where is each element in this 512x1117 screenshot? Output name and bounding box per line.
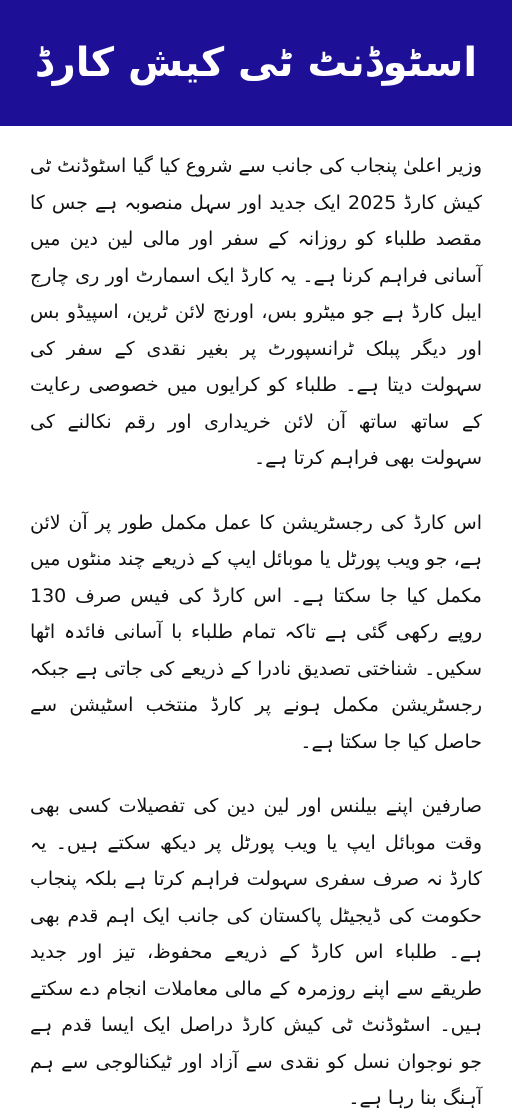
article-body — [0, 126, 512, 1109]
page-title: اسٹوڈنٹ ٹی کیش کارڈ — [34, 40, 478, 86]
header-banner — [0, 0, 512, 126]
paragraph-benefits: صارفین اپنے بیلنس اور لین دین کی تفصیلات کسی بھی وقت موبائل ایپ یا ویب پورٹل پر دیکھ سکتے ہیں۔ یہ کارڈ نہ صرف سفری سہولت فراہم کرتا ہے بلکہ پنجاب حکومت کی ڈیجیٹل پاکستان کی جانب ایک اہم قدم بھی ہے۔ طلباء اس کارڈ کے ذریعے محفوظ، تیز اور جدید طریقے سے اپنے روزمرہ کے مالی معاملات انجام دے سکتے ہیں۔ اسٹوڈنٹ ٹی کیش کارڈ دراصل ایک ایسا قدم ہے جو نوجوان نسل کو نقدی سے آزاد اور ٹیکنالوجی سے ہم آہنگ بنا رہا ہے۔ — [30, 795, 482, 1109]
paragraph-intro: وزیر اعلیٰ پنجاب کی جانب سے شروع کیا گیا اسٹوڈنٹ ٹی کیش کارڈ 2025 ایک جدید اور سہل منصوبہ ہے جس کا مقصد طلباء کو روزانہ کے سفر اور مالی لین دین میں آسانی فراہم کرنا ہے۔ یہ کارڈ ایک اسمارٹ اور ری چارج ایبل کارڈ ہے جو میٹرو بس، اورنج لائن ٹرین، اسپیڈو بس اور دیگر پبلک ٹرانسپورٹ پر بغیر نقدی کے سفر کی سہولت دیتا ہے۔ طلباء کو کرایوں میں خصوصی رعایت کے ساتھ ساتھ آن لائن خریداری اور رقم نکالنے کی سہولت بھی فراہم کرتا ہے۔ — [30, 155, 482, 469]
paragraph-registration: اس کارڈ کی رجسٹریشن کا عمل مکمل طور پر آن لائن ہے، جو ویب پورٹل یا موبائل ایپ کے ذریعے چند منٹوں میں مکمل کیا جا سکتا ہے۔ اس کارڈ کی فیس صرف 130 روپے رکھی گئی ہے تاکہ تمام طلباء با آسانی فائدہ اٹھا سکیں۔ شناختی تصدیق نادرا کے ذریعے کی جاتی ہے جبکہ رجسٹریشن مکمل ہونے پر کارڈ منتخب اسٹیشن سے حاصل کیا جا سکتا ہے۔ — [30, 511, 482, 753]
